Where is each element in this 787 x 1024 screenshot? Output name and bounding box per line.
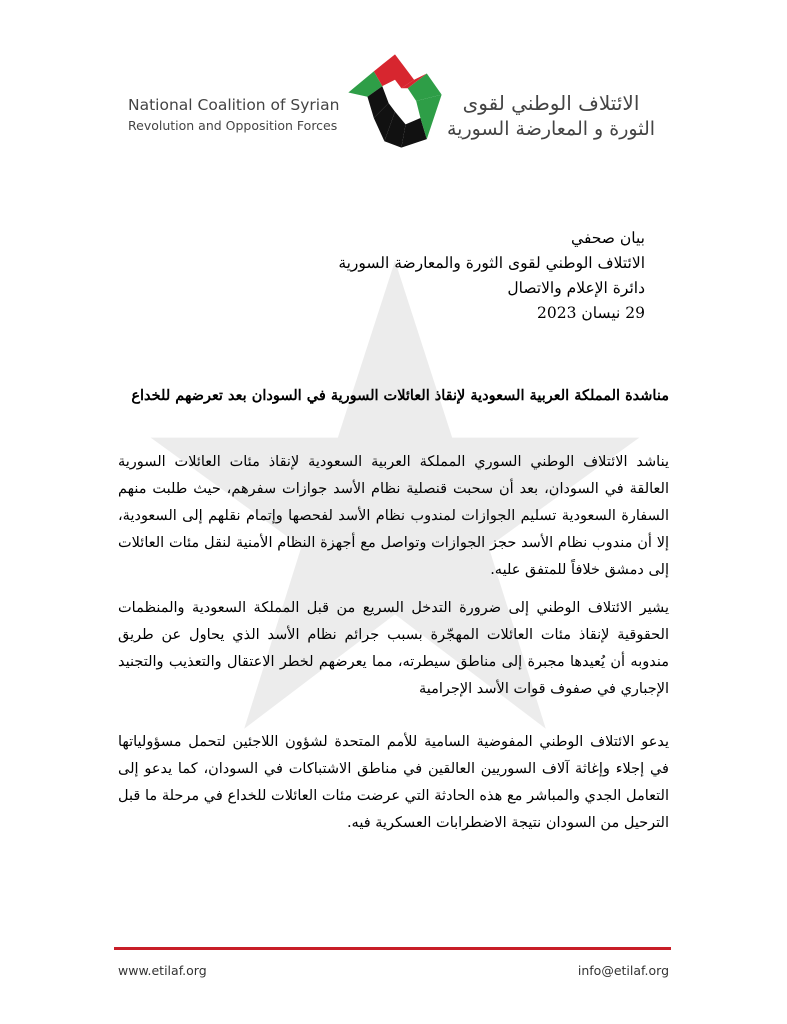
paragraph-3: يدعو الائتلاف الوطني المفوضية السامية للأمم المتحدة لشؤون اللاجئين لتحمل مسؤولياتها في إجلاء وإغاثة آلاف السوريين العالقين في مناطق الاشتباكات في السودان، كما يدعو إلى التعامل الجدي والمباشر مع هذه الحادثة التي عرضت مئات العائلات للخداع في مرحلة ما قبل الترحيل من السودان نتيجة الاضطرابات العسكرية فيه. xyxy=(118,733,669,831)
org-name-arabic-line2: الثورة و المعارضة السورية xyxy=(446,118,656,140)
coalition-star-logo-icon xyxy=(342,48,448,154)
footer-website-link[interactable]: www.etilaf.org xyxy=(118,963,207,978)
org-name-english-line1: National Coalition of Syrian xyxy=(128,96,340,114)
release-meta xyxy=(265,226,645,326)
footer-email-link[interactable]: info@etilaf.org xyxy=(577,963,669,978)
release-date: 29 نيسان 2023 xyxy=(537,304,645,322)
paragraph-2: يشير الائتلاف الوطني إلى ضرورة التدخل السريع من قبل المملكة السعودية والمنظمات الحقوقية لإنقاذ مئات العائلات المهجّرة بسبب جرائم نظام الأسد الذي يحاول عن طريق مندوبه أن يُعيدها مجبرة إلى مناطق سيطرته، مما يعرضهم لخطر الاعتقال والتعذيب والتجنيد الإجباري في صفوف قوات الأسد الإجرامية xyxy=(118,599,669,697)
release-department: دائرة الإعلام والاتصال xyxy=(507,279,645,297)
org-name-arabic xyxy=(440,90,662,142)
release-type: بيان صحفي xyxy=(571,229,645,247)
org-name-english-line2: Revolution and Opposition Forces xyxy=(128,118,338,133)
org-name-english xyxy=(128,94,358,136)
release-organization: الائتلاف الوطني لقوى الثورة والمعارضة السورية xyxy=(338,254,645,272)
release-headline: مناشدة المملكة العربية السعودية لإنقاذ العائلات السورية في السودان بعد تعرضهم للخداع xyxy=(131,387,669,404)
org-name-arabic-line1: الائتلاف الوطني لقوى xyxy=(462,91,640,115)
footer-divider xyxy=(114,947,671,950)
paragraph-1: يناشد الائتلاف الوطني السوري المملكة العربية السعودية لإنقاذ مئات العائلات السورية العالقة في السودان، بعد أن سحبت قنصلية نظام الأسد جوازات سفرهم، حيث طلبت منهم السفارة السعودية تسليم الجوازات لمندوب نظام الأسد لفحصها وإتمام نقلهم إلى السعودية، إلا أن مندوب نظام الأسد حجز الجوازات وتواصل مع أجهزة النظام الأمنية لنقل مئات العائلات إلى دمشق خلافاً للمتفق عليه. xyxy=(118,453,669,578)
